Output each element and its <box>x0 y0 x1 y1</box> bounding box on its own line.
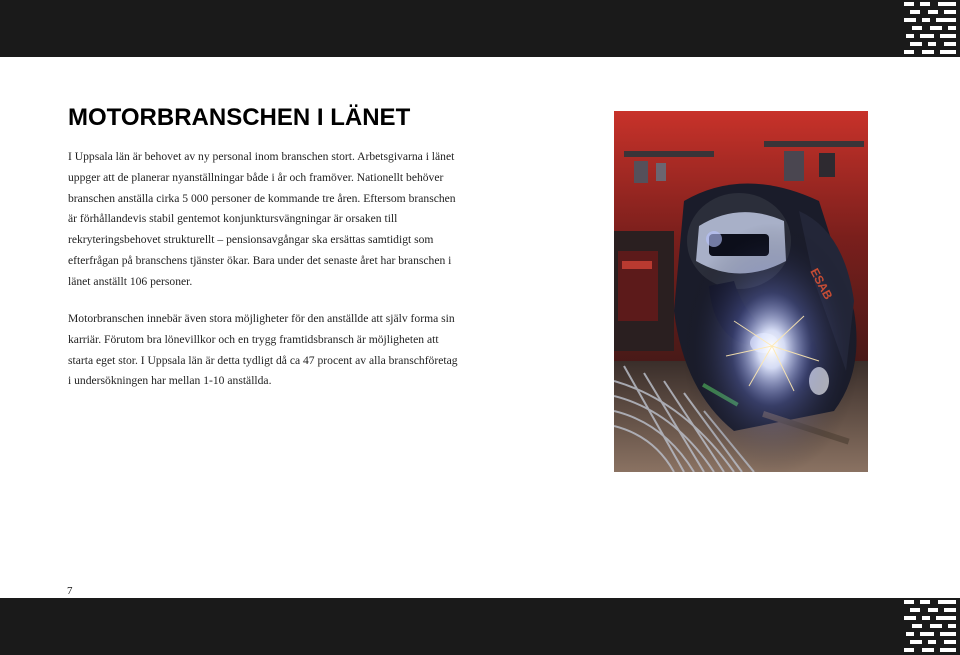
paragraph-line: starta eget stor. I Uppsala län är detta tydligt då ca 47 procent av alla branschföretag <box>68 353 458 367</box>
paragraph-line: uppger att de planerar nyanställningar både i år och framöver. Nationellt behöver <box>68 170 444 184</box>
paragraph-line: I Uppsala län är behovet av ny personal inom branschen stort. Arbetsgivarna i länet <box>68 150 455 163</box>
welder-photo <box>614 111 868 472</box>
checker-pattern-icon <box>904 2 958 54</box>
paragraph-line: karriär. Förutom bra lönevillkor och en trygg framtidsbransch är möjligheten att <box>68 332 439 346</box>
paragraph-line: i undersökningen har mellan 1-10 anställda. <box>68 374 272 388</box>
paragraph-line: efterfrågan på branschens tjänster ökar. Bara under det senaste året har branschen i <box>68 253 452 267</box>
paragraph-line: är förhållandevis stabil gentemot konjunktursvängningar är orsaken till <box>68 212 398 226</box>
welder-illustration <box>614 111 868 472</box>
header-band <box>0 0 960 57</box>
paragraph-line: rekryteringsbehovet strukturellt – pensionsavgångar ska ersättas samtidigt som <box>68 233 434 247</box>
paragraph-line: branschen anställa cirka 5 000 personer de kommande tre åren. Eftersom branschen <box>68 191 456 205</box>
page-title: MOTORBRANSCHEN I LÄNET <box>68 104 411 131</box>
paragraph-1 <box>68 147 468 293</box>
page-number: 7 <box>67 585 73 597</box>
paragraph-line: Motorbranschen innebär även stora möjligheter för den anställde att själv forma sin <box>68 312 455 325</box>
checker-pattern-icon <box>904 600 958 652</box>
paragraph-2 <box>68 309 468 392</box>
footer-band <box>0 598 960 655</box>
paragraph-line: länet anställt 106 personer. <box>68 274 193 288</box>
